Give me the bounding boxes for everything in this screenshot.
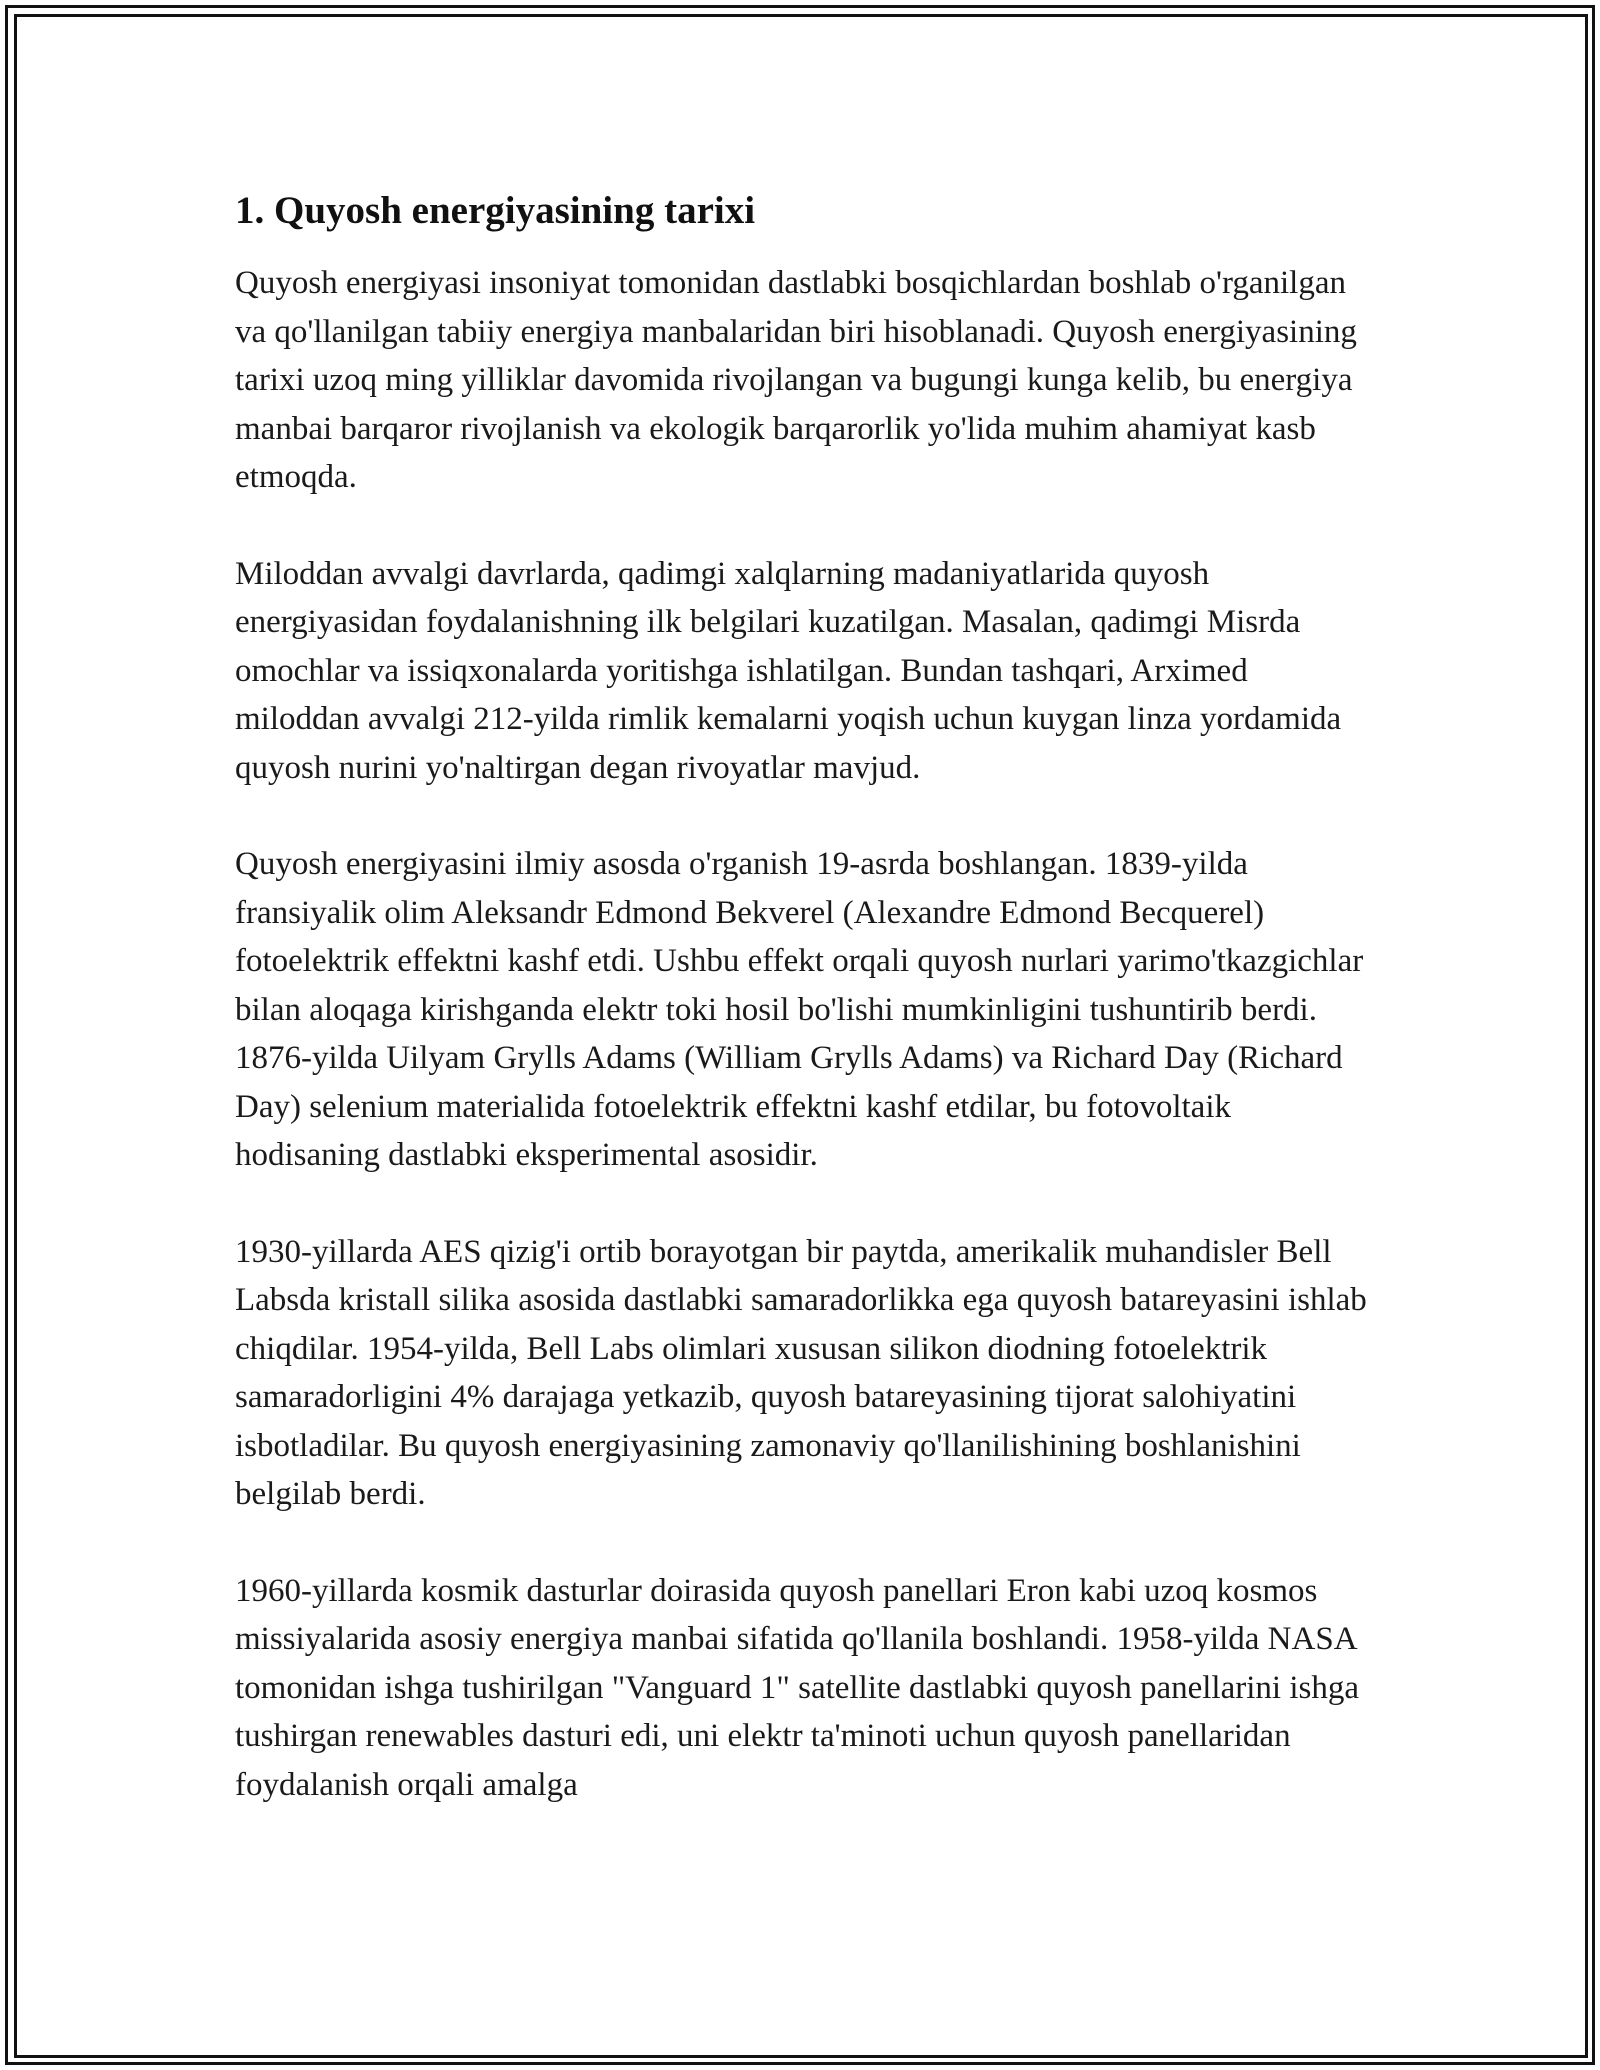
document-body [235, 185, 1370, 1857]
paragraph-19th-century: Quyosh energiyasini ilmiy asosda o'rganish 19-asrda boshlangan. 1839-yilda fransiyalik olim Aleksandr Edmond Bekverel (Alexandre Edmond Becquerel) fotoelektrik effektni kashf etdi. Ushbu effekt orqali quyosh nurlari yarimo'tkazgichlar bilan aloqaga kirishganda elektr toki hosil bo'lishi mumkinligini tushuntirib berdi. 1876-yilda Uilyam Grylls Adams (William Grylls Adams) va Richard Day (Richard Day) selenium materialida fotoelektrik effektni kashf etdilar, bu fotovoltaik hodisaning dastlabki eksperimental asosidir. [235, 846, 1364, 1173]
paragraph-ancient-times: Miloddan avvalgi davrlarda, qadimgi xalqlarning madaniyatlarida quyosh energiyasidan foydalanishning ilk belgilari kuzatilgan. Masalan, qadimgi Misrda omochlar va issiqxonalarda yoritishga ishlatilgan. Bundan tashqari, Arximed miloddan avvalgi 212-yilda rimlik kemalarni yoqish uchun kuygan linza yordamida quyosh nurini yo'naltirgan degan rivoyatlar mavjud. [235, 555, 1342, 786]
paragraph-intro: Quyosh energiyasi insoniyat tomonidan dastlabki bosqichlardan boshlab o'rganilgan va qo'llanilgan tabiiy energiya manbalaridan biri hisoblanadi. Quyosh energiyasining tarixi uzoq ming yilliklar davomida rivojlangan va bugungi kunga kelib, bu energiya manbai barqaror rivojlanish va ekologik barqarorlik yo'lida muhim ahamiyat kasb etmoqda. [235, 265, 1357, 495]
paragraph-bell-labs: 1930-yillarda AES qizig'i ortib borayotgan bir paytda, amerikalik muhandisler Bell Labsda kristall silika asosida dastlabki samaradorlikka ega quyosh batareyasini ishlab chiqdilar. 1954-yilda, Bell Labs olimlari xususan silikon diodning fotoelektrik samaradorligini 4% darajaga yetkazib, quyosh batareyasining tijorat salohiyatini isbotladilar. Bu quyosh energiyasining zamonaviy qo'llanilishining boshlanishini belgilab berdi. [235, 1233, 1367, 1512]
section-heading: 1. Quyosh energiyasining tarixi [235, 189, 756, 232]
paragraph-space-programs: 1960-yillarda kosmik dasturlar doirasida quyosh panellari Eron kabi uzoq kosmos missiyalarida asosiy energiya manbai sifatida qo'llanila boshlandi. 1958-yilda NASA tomonidan ishga tushirilgan "Vanguard 1" satellite dastlabki quyosh panellarini ishga tushirgan renewables dasturi edi, uni elektr ta'minoti uchun quyosh panellaridan foydalanish orqali amalga [235, 1572, 1359, 1803]
